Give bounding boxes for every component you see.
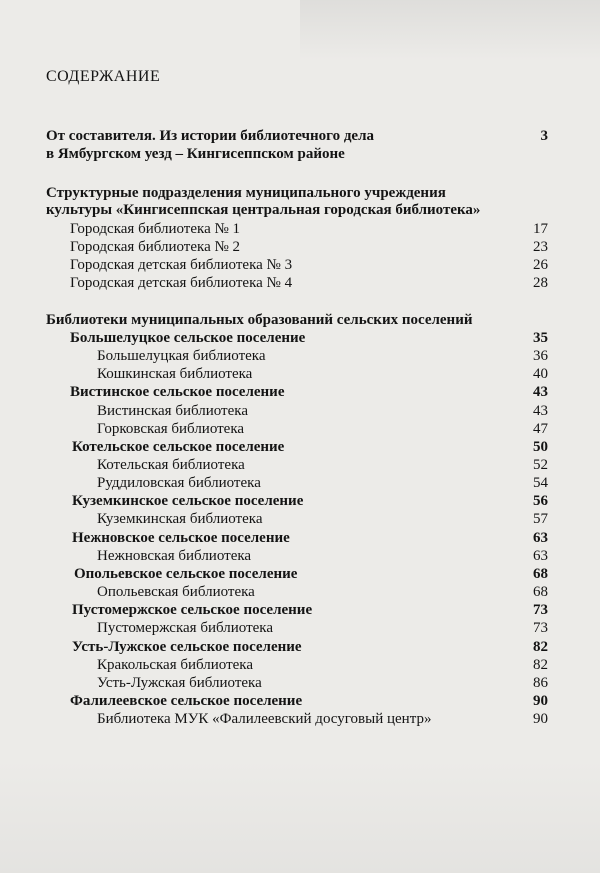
toc-entry-label: Большелуцкая библиотека bbox=[97, 348, 266, 364]
toc-entry-label: Кошкинская библиотека bbox=[97, 366, 253, 382]
section-heading: Библиотеки муниципальных образований сельских поселений bbox=[46, 312, 473, 328]
toc-entry-page: 82 bbox=[533, 657, 548, 673]
toc-entry-label: Опольевская библиотека bbox=[97, 584, 255, 600]
toc-group bbox=[70, 383, 548, 401]
section-heading-line2: культуры «Кингисеппская центральная городская библиотека» bbox=[46, 202, 481, 218]
toc-entry bbox=[97, 510, 548, 528]
toc-entry-page: 17 bbox=[533, 221, 548, 237]
toc-entry-label: Библиотека МУК «Фалилеевский досуговый центр» bbox=[97, 711, 432, 727]
toc-entry bbox=[97, 347, 548, 365]
toc-entry-page: 90 bbox=[533, 711, 548, 727]
toc-group bbox=[70, 692, 548, 710]
toc-entry-page: 47 bbox=[533, 421, 548, 437]
toc-entry-label: Усть-Лужская библиотека bbox=[97, 675, 262, 691]
toc-entry bbox=[97, 710, 548, 728]
toc-group bbox=[72, 601, 548, 619]
toc-entry bbox=[97, 474, 548, 492]
toc-entry-page: 28 bbox=[533, 275, 548, 291]
toc-entry-label: Пустомержское сельское поселение bbox=[72, 602, 313, 618]
toc-entry-page: 73 bbox=[533, 602, 548, 618]
toc-entry-intro-line2: в Ямбургском уезд – Кингисеппском районе bbox=[46, 146, 345, 162]
toc-group bbox=[72, 438, 548, 456]
toc-entry-label: Кракольская библиотека bbox=[97, 657, 254, 673]
toc-entry bbox=[70, 256, 548, 274]
toc-entry-label: Городская библиотека № 2 bbox=[70, 239, 241, 255]
toc-group bbox=[74, 565, 548, 583]
toc-entry-page: 68 bbox=[533, 566, 548, 582]
toc-entry-page: 52 bbox=[533, 457, 548, 473]
toc-entry-label: Котельская библиотека bbox=[97, 457, 245, 473]
toc-entry-page: 56 bbox=[533, 493, 548, 509]
toc-entry-page: 54 bbox=[533, 475, 548, 491]
toc-entry-label: Усть-Лужское сельское поселение bbox=[72, 639, 302, 655]
scan-artifact-top bbox=[300, 0, 600, 60]
toc-entry-page: 43 bbox=[533, 384, 548, 400]
toc-entry-label: Нежновская библиотека bbox=[97, 548, 252, 564]
toc-entry-page: 90 bbox=[533, 693, 548, 709]
toc-entry-label: Куземкинское сельское поселение bbox=[72, 493, 304, 509]
toc-entry-page: 23 bbox=[533, 239, 548, 255]
toc-entry-label: От составителя. Из истории библиотечного дела bbox=[46, 128, 374, 144]
toc-entry bbox=[70, 220, 548, 238]
toc-entry-label: Городская детская библиотека № 3 bbox=[70, 257, 293, 273]
toc-entry-label: Большелуцкое сельское поселение bbox=[70, 330, 306, 346]
toc-entry-label: Куземкинская библиотека bbox=[97, 511, 263, 527]
toc-entry-page: 63 bbox=[533, 548, 548, 564]
toc-entry-page: 86 bbox=[533, 675, 548, 691]
toc-entry-page: 40 bbox=[533, 366, 548, 382]
section-heading: Структурные подразделения муниципального учреждения bbox=[46, 185, 446, 201]
toc-entry bbox=[97, 365, 548, 383]
toc-entry-label: Нежновское сельское поселение bbox=[72, 530, 290, 546]
toc-entry-page: 63 bbox=[533, 530, 548, 546]
toc-entry bbox=[97, 674, 548, 692]
toc-entry-page: 3 bbox=[540, 128, 548, 144]
toc-entry-label: Фалилеевское сельское поселение bbox=[70, 693, 303, 709]
toc-entry bbox=[97, 420, 548, 438]
toc-entry-intro bbox=[46, 127, 548, 145]
toc-entry bbox=[70, 274, 548, 292]
toc-entry-label: Руддиловская библиотека bbox=[97, 475, 261, 491]
toc-entry-label: Вистинское сельское поселение bbox=[70, 384, 285, 400]
toc-entry-page: 57 bbox=[533, 511, 548, 527]
toc-entry bbox=[97, 456, 548, 474]
toc-entry-label: Опольевское сельское поселение bbox=[74, 566, 298, 582]
toc-entry-page: 36 bbox=[533, 348, 548, 364]
toc-entry bbox=[97, 619, 548, 637]
scan-artifact-bottom bbox=[0, 760, 600, 873]
toc-entry-page: 43 bbox=[533, 403, 548, 419]
toc-group bbox=[72, 638, 548, 656]
toc-entry-page: 50 bbox=[533, 439, 548, 455]
toc-entry-label: Вистинская библиотека bbox=[97, 403, 248, 419]
toc-entry-label: Пустомержская библиотека bbox=[97, 620, 273, 636]
toc-entry-page: 35 bbox=[533, 330, 548, 346]
toc-entry-page: 26 bbox=[533, 257, 548, 273]
toc-entry-page: 68 bbox=[533, 584, 548, 600]
toc-entry-label: Городская библиотека № 1 bbox=[70, 221, 241, 237]
toc-entry bbox=[97, 402, 548, 420]
toc-entry-label: Горковская библиотека bbox=[97, 421, 245, 437]
toc-entry-label: Котельское сельское поселение bbox=[72, 439, 285, 455]
page-title: СОДЕРЖАНИЕ bbox=[46, 68, 161, 85]
toc-entry bbox=[70, 238, 548, 256]
toc-entry bbox=[97, 547, 548, 565]
toc-group bbox=[70, 329, 548, 347]
toc-entry-label: Городская детская библиотека № 4 bbox=[70, 275, 293, 291]
toc-entry-page: 82 bbox=[533, 639, 548, 655]
toc-entry-page: 73 bbox=[533, 620, 548, 636]
toc-entry bbox=[97, 583, 548, 601]
toc-group bbox=[72, 529, 548, 547]
toc-group bbox=[72, 492, 548, 510]
toc-entry bbox=[97, 656, 548, 674]
